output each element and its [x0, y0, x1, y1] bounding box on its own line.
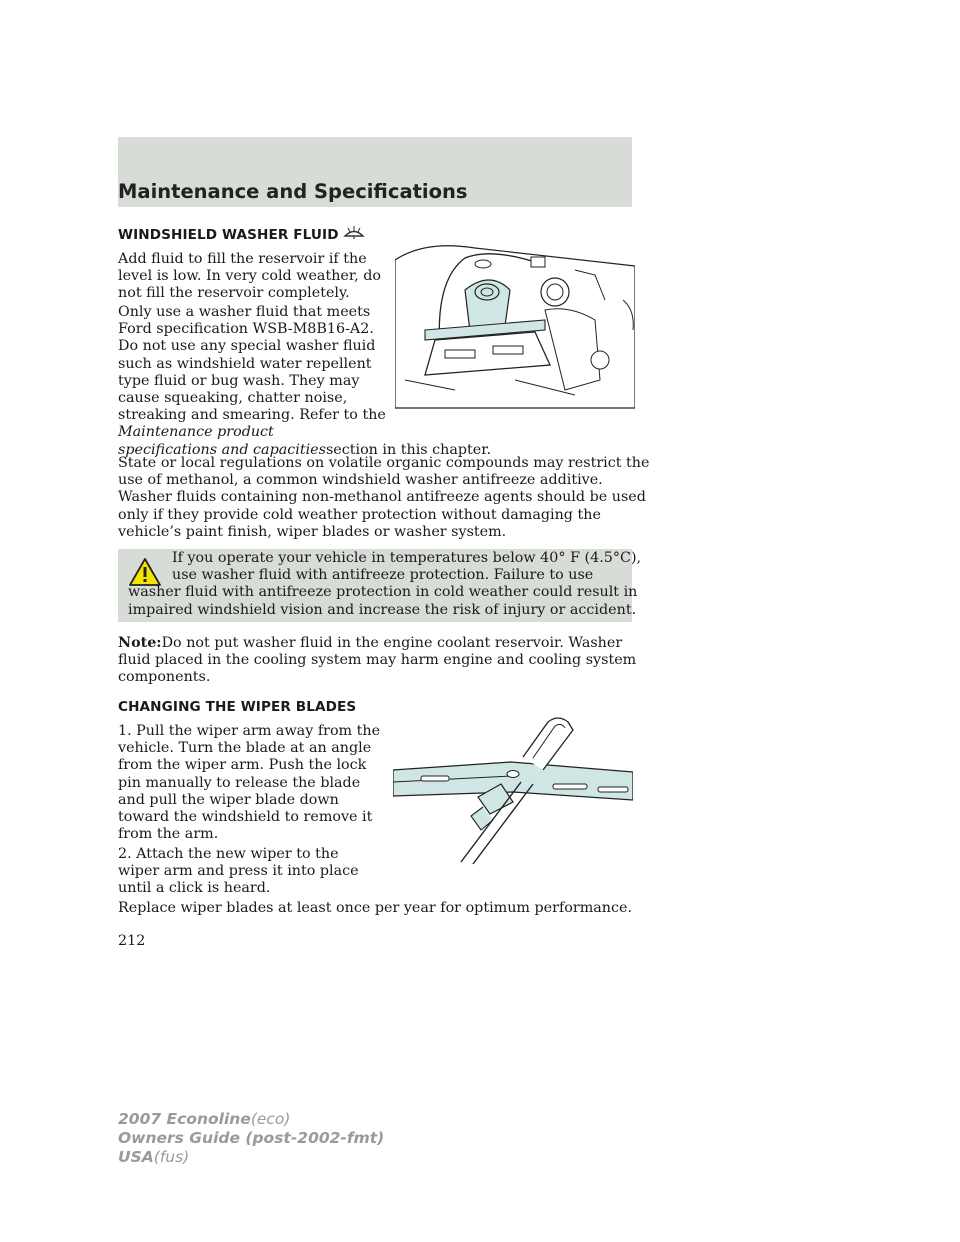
- wiper-step-1: 1. Pull the wiper arm away from the vehicle. Turn the blade at an angle from the wiper arm. Push the lock pin manually to release the blade and pull the wiper blade down toward the windshield to remove it from the arm.: [118, 723, 381, 843]
- section-title: Maintenance and Specifications: [118, 180, 468, 203]
- wiper-step-2: 2. Attach the new wiper to the wiper arm and press it into place until a click is heard.: [118, 846, 359, 897]
- wiper-closing: Replace wiper blades at least once per year for optimum performance.: [118, 900, 632, 916]
- page-number: 212: [118, 933, 146, 949]
- washer-paragraph-2: Only use a washer fluid that meets Ford specification WSB-M8B16-A2. Do not use any special washer fluid such as windshield water repellent type fluid or bug wash. They may cause squeaking, chatter noise, streaking and smearing. Refer to the Maintenance product specifications and capacitiessection in this chapter.: [118, 304, 492, 458]
- washer-fluid-heading-text: WINDSHIELD WASHER FLUID: [118, 227, 339, 243]
- warning-text: If you operate your vehicle in temperatures below 40° F (4.5°C), use washer fluid with antifreeze protection. Failure to use washer fluid with antifreeze protection in cold weather could result in impaired windshield vision and increase the risk of injury or accident.: [128, 550, 642, 618]
- washer-fluid-heading: [118, 224, 365, 243]
- note-label: Note:: [118, 635, 162, 651]
- windshield-washer-icon: [343, 224, 365, 240]
- wiper-blade-illustration: [393, 712, 633, 867]
- note-paragraph: Note:Do not put washer fluid in the engine coolant reservoir. Washer fluid placed in the cooling system may harm engine and cooling system components.: [118, 635, 637, 686]
- cross-reference-italic-2: specifications and capacities: [118, 441, 326, 458]
- washer-paragraph-1: Add fluid to fill the reservoir if the level is low. In very cold weather, do not fill the reservoir completely.: [118, 251, 381, 302]
- wiper-blades-heading: CHANGING THE WIPER BLADES: [118, 699, 357, 715]
- engine-compartment-illustration: [395, 240, 635, 410]
- cross-reference-italic: Maintenance product: [118, 424, 274, 441]
- washer-paragraph-3: State or local regulations on volatile organic compounds may restrict the use of methanol, a common windshield washer antifreeze additive. Washer fluids containing non-methanol antifreeze agents should be used only if they provide cold weather protection without damaging the vehicle’s paint finish, wiper blades or washer system.: [118, 455, 650, 540]
- document-footer: 2007 Econoline(eco) Owners Guide (post-2002-fmt) USA(fus): [118, 1110, 385, 1166]
